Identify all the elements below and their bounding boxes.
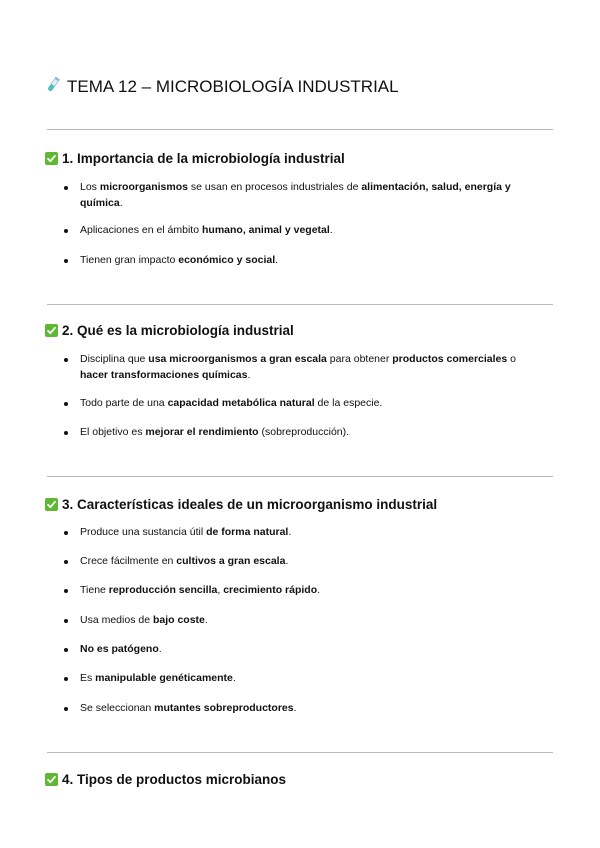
text-run: ,: [217, 584, 224, 596]
bold-text: crecimiento rápido: [223, 584, 318, 596]
text-run: o: [507, 353, 516, 365]
text-run: Crece fácilmente en: [80, 555, 177, 567]
divider: [47, 129, 553, 130]
text-run: Produce una sustancia útil: [80, 526, 207, 538]
page-title-text: TEMA 12 – MICROBIOLOGÍA INDUSTRIAL: [67, 77, 399, 96]
bold-text: capacidad metabólica natural: [167, 397, 315, 409]
bold-text: alimentación, salud, energía y química: [80, 181, 511, 209]
section-heading-text: 3. Características ideales de un microorganismo industrial: [62, 497, 438, 512]
text-run: .: [317, 584, 321, 596]
section-heading-text: 1. Importancia de la microbiología industrial: [62, 151, 345, 166]
bold-text: hacer transformaciones químicas: [80, 368, 248, 381]
divider: [47, 476, 553, 477]
bold-text: No es patógeno: [80, 643, 159, 655]
section-heading-3: [45, 496, 437, 514]
text-run: Tiene: [80, 584, 109, 596]
text-run: .: [158, 643, 162, 655]
bold-text: reproducción sencilla: [108, 584, 218, 596]
list-item: [63, 223, 541, 239]
bold-text: usa microorganismos a gran escala: [148, 353, 327, 365]
bold-text: bajo coste: [152, 614, 205, 626]
check-mark-icon: [45, 498, 58, 511]
divider: [47, 752, 553, 753]
list-item: [63, 253, 541, 269]
list-item: [63, 583, 541, 599]
text-run: para obtener: [326, 353, 393, 365]
text-run: .: [247, 368, 251, 381]
check-mark-icon: [45, 773, 58, 786]
bold-text: de forma natural: [206, 526, 289, 538]
bold-text: mejorar el rendimiento: [145, 426, 259, 438]
text-run: (sobreproducción).: [258, 426, 350, 438]
section-heading-4: [45, 771, 286, 789]
text-run: .: [232, 672, 236, 684]
list-item: [63, 425, 541, 441]
bold-text: manipulable genéticamente: [95, 672, 233, 684]
list-item: [63, 642, 541, 658]
bold-text: microorganismos: [99, 181, 188, 193]
list-item: [63, 613, 541, 629]
test-tube-icon: [45, 76, 61, 99]
text-run: Es: [80, 672, 96, 684]
list-item: [63, 352, 541, 383]
section-heading-text: 2. Qué es la microbiología industrial: [62, 323, 294, 338]
divider: [47, 304, 553, 305]
check-mark-icon: [45, 152, 58, 165]
text-run: Aplicaciones en el ámbito: [80, 224, 202, 236]
bold-text: económico y social: [178, 254, 276, 266]
text-run: Todo parte de una: [80, 397, 168, 409]
text-run: Se seleccionan: [80, 702, 155, 714]
bold-text: productos comerciales: [392, 353, 508, 365]
text-run: .: [293, 702, 297, 714]
list-item: [63, 396, 541, 412]
list-item: [63, 180, 541, 211]
text-run: .: [329, 224, 333, 236]
section-heading-text: 4. Tipos de productos microbianos: [62, 772, 287, 787]
text-run: .: [285, 555, 289, 567]
section-heading-1: [45, 150, 345, 168]
bold-text: humano, animal y vegetal: [202, 224, 330, 236]
text-run: se usan en procesos industriales de: [187, 181, 362, 193]
check-mark-icon: [45, 324, 58, 337]
bold-text: cultivos a gran escala: [176, 555, 286, 567]
text-run: Disciplina que: [80, 353, 149, 365]
list-item: [63, 701, 541, 717]
list-item: [63, 554, 541, 570]
text-run: .: [288, 526, 292, 538]
text-run: Usa medios de: [80, 614, 153, 626]
text-run: El objetivo es: [80, 426, 146, 438]
page-title: [45, 76, 399, 99]
text-run: .: [119, 196, 123, 209]
bold-text: mutantes sobreproductores: [154, 702, 294, 714]
list-item: [63, 671, 541, 687]
text-run: Tienen gran impacto: [80, 254, 179, 266]
text-run: de la especie.: [314, 397, 383, 409]
text-run: Los: [80, 181, 100, 193]
text-run: .: [204, 614, 208, 626]
text-run: .: [275, 254, 279, 266]
section-heading-2: [45, 322, 294, 340]
list-item: [63, 525, 541, 541]
